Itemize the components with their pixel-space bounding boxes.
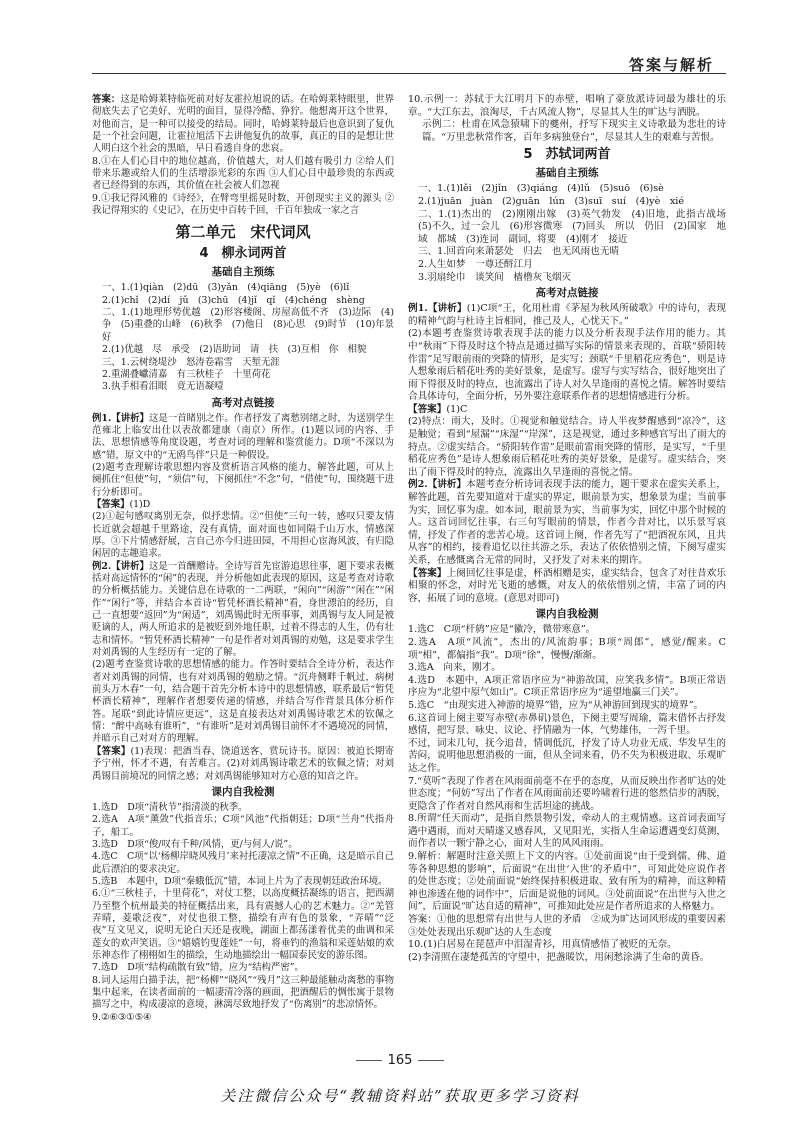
right.links-para	[408, 568, 726, 606]
prep-item: 2.(1)chǐ (2)dí jǔ (3)chū (4)jǐ qǐ (4)chéng shèng	[102, 294, 365, 306]
footer-note: 关注微信公众号“教辅资料站”获取更多学习资料	[220, 1087, 580, 1105]
check-item: 3.选D D项“俊/叹有千种/风情，更/与何人/说”。	[92, 838, 298, 850]
answer-text: 8.①在人们心目中的地位越高，价值越大，对人们越有吸引力 ②给人们带来乐趣或给人们的生活增添光彩的东西 ③人们心目中最珍贵的东西或者已经得到的东西，其价值在社会被人们忽视	[92, 155, 394, 192]
answer-text: (2)①起句感叹离别无奈，似抒悲情。②“但使”三句一转，感叹只要友情长近就会超越千里路途，没有真情，面对面也如同隔千山万水，情感深厚。③下片情感舒展，言自己亦今归进田园，不用担心宦海风波，有归隐闲居的志趣追求。	[92, 511, 394, 560]
answer-text: (1)C	[446, 403, 468, 415]
page-number-dash-left	[356, 1060, 382, 1061]
check-item: 8.词人运用白描手法，把“杨柳”“晓风”“残月”这三种最能触动离愁的事物集中起来，在读者面前的一幅凄清冷落的画面，把酒醒后的惆怅寓于景物描写之中，构成凄凉的意境，淋漓尽致地抒发了“伤离别”的悲凉情怀。	[92, 974, 394, 1011]
answer-text: (2)特点：雨大，及时。①视觉和触觉结合。诗人半夜梦醒感到“凉冷”，这是触觉；看到“屋漏”“床湿”“岸深”，这是视觉，通过多种感官写出了雨大的特点。②虚实结合。“骄阳转作雷”是眼前雷雨突降的情形，是实写，“千里稻花应秀色”是诗人想象雨后稻花吐秀的美好景象，是虚写。虚实结合，突出了雨下得及时的特点，流露出久旱逢雨的喜悦之情。	[408, 416, 726, 478]
left.links-para	[92, 511, 394, 560]
check-item: 10.(1)白居易在琵琶声中泪湿青衫，用真情感悟了被贬的无奈。	[408, 939, 677, 951]
check-item: (2)李清照在凄楚孤苦的守望中，把盏暖饮，用闲愁涂满了生命的黄昏。	[408, 951, 710, 963]
check-item: 3.选A 向来，刚才。	[408, 662, 501, 674]
right.links-para	[408, 303, 726, 328]
right-column	[408, 94, 736, 964]
lesson-title: 5 苏轼词两首	[523, 147, 611, 163]
answer-text: (2)题考查理解诗歌思想内容及赏析语言风格的能力，解答此题，可从上阕抓住“但使”句，“须信”句，下阕抓住“不念”句，“借使”句，围绕题干进行分析即可。	[92, 461, 394, 498]
right.links-para	[408, 404, 726, 417]
check-item: 1.选D D项“清秋节”指清淡的秋季。	[92, 801, 248, 813]
answer-text: (1)D	[129, 498, 151, 510]
answer-tag: 【答案】	[408, 567, 447, 579]
check-item: 4.选C C项“以‘杨柳岸晓风残月’来衬托凄凉之情”不正确，这是暗示自己此后漂泊的要求决定。	[92, 851, 394, 875]
answer-tag: 【答案】	[92, 498, 130, 510]
answer-text: (1)表现：把酒当春、饶道送客、赏玩诗书。原因：被迫长期寄予宁州，怀才不遇，有苦难言。(2)对刘禹锡诗歌艺术的钦佩之情；对刘禹锡目前境况的同情之感；对刘禹锡能够知对方心意的知音之许。	[92, 745, 394, 782]
answer-tag: 【答案】	[92, 745, 131, 757]
example-item: 10.示例一：苏轼于大江明月下的赤壁，唱响了豪放派诗词最为雄壮的乐章。“大江东去，浪淘尽，千古风流人物”，尽显其人生的旷达与洒脱。	[408, 94, 726, 118]
lesson-title: 4 柳永词两首	[199, 246, 287, 262]
answer-text: 这是哈姆莱特临死前对好友霍拉旭说的话。在哈姆莱特眼里，世界彻底失去了它美好、光明的面目，显得冷酷、狰狞。他想离开这个世界，对他而言，是一种可以接受的结局。同时，哈姆莱特最后也意识到了复仇是一个社会问题，让霍拉旭活下去讲他复仇的故事，真正的目的是想让世人明白这个社会的黑暗，早日看透自身的悲哀。	[92, 94, 394, 155]
answer-text: (2)题考查鉴赏诗歌的思想情感的能力。作答时要结合全诗分析，表达作者对刘禹锡的同情，也有对刘禹锡的勉励之情。“沉舟侧畔千帆过，病树前头万木春”一句，结合题干首先分析本诗中的思想情感，联系最后“暂凭杯酒长精神”，理解作者想要传递的情感，并结合写作背景具体分析作答。尾联“到此诗情应更远”，这是直接表达对刘禹锡诗歌艺术的钦佩之情：“醉中高咏有谁听”，“有谁听”是对刘禹锡目前怀才不遇境况的同情，并暗示自己对对方的理解。	[92, 659, 394, 745]
section-title: 课内自我检测	[535, 608, 599, 621]
answer-tag: 例2.【讲析】	[408, 479, 467, 491]
answer-text: 9.①我记得风雅的《诗经》，在臂弯里摇晃时数，开创现实主义的源头 ②我记得翔实的《史记》，在历史中百转千回，千百年独成一家之言	[92, 192, 394, 217]
answer-tag: 例2.【讲析】	[92, 560, 149, 572]
check-item: 1.选C C项“杆鸫”应是“徽冷，微带寒意”。	[408, 624, 596, 636]
check-item: 7.选D D项“结构疏散有致”错，应为“结构严密”。	[92, 962, 304, 974]
page-number-dash-right	[418, 1060, 444, 1061]
prep-item: 2.(1)juān juàn (2)guān lún (3)suī suí (4)yè xié	[418, 195, 685, 207]
check-item: 5.选B 本题中，D项“秦蛾低沉”错，本词上片为了表现朝廷政治环境。	[92, 875, 388, 887]
section-title: 课内自我检测	[211, 785, 275, 798]
prep-item: 一、1.(1)qiàn (2)dū (3)yǎn (4)qiāng (5)yè (6)lǐ	[102, 282, 350, 294]
prep-item: 3.执手相看泪眼 竟无语凝噎	[102, 381, 224, 393]
answer-tag: 例1.【讲析】	[408, 303, 467, 315]
answer-tag: 例1.【讲析】	[92, 412, 149, 424]
unit-title: 第二单元 宋代词风	[175, 223, 311, 242]
check-item: 4.选D 本题中，A项正常语序应为“神游故国，应笑我多情”。B项正常语序应为“北望中原气如山”。C项正常语序应为“遥望地赢三门关”。	[408, 674, 726, 699]
right.links-para	[408, 328, 726, 404]
check-item: 6.这首词上阕主要写赤壁(赤鼻矶)景色，下阕主要写周瑜，篇末借怀古抒发感情，把写景、咏史、议论、抒情融为一体，气势雄伟，一泻千里。	[408, 712, 726, 737]
section-title: 基础自主预练	[535, 167, 599, 180]
right.links-para	[408, 416, 726, 479]
answer-text: 这是一首酬赠诗。全诗写首先宦游追思往事，题下要求表概括对高远情怀的“闲”的表现，并分析他如此表现的原因，这是考查对诗歌的分析概括能力。关键信息在诗歌的一二两联，“闲向”“闲游”“闲在”“闲作”“闲行”等，并结合本首诗“暂凭杯酒长精神”看，身世漂泊的经历，自己一直想要“返回”为“闲适”，刘禹锡此时无所事事，刘禹锡与友人同是被贬谪的人，两人所追求的是被贬到外地任职，过着不得志的人生，仍有壮志和情怀。“暂凭杯酒长精神”一句是作者对刘禹锡的劝勉，这是要求学生对刘禹锡的人生经历有一定的了解。	[92, 560, 394, 659]
prep-item: 二、1.(1)地理形势优越 (2)形容楼阁、房屋高低不齐 (3)边际 (4)争 (5)重叠的山峰 (6)秋季 (7)他日 (8)心思 (9)时节 (10)年景好	[102, 307, 394, 343]
left.links-para	[92, 499, 394, 511]
answer-tag: 答案：	[92, 94, 121, 105]
right.links-para	[408, 479, 726, 567]
answer-text: 本题考查分析诗词表现手法的能力，题干要求在虚实关系上，解答此题，首先要知道对于虚实的界定，眼前景为实，想象景为虚；当前事为实，回忆事为虚。如本词，眼前景为实，当前事为实，回忆中那个时候的人。这首词回忆往事，右三句写眼前的情景，作者今昔对比，以乐景写哀情，抒发了作者的悲苦心境。这首词上阕，作者先写了“把酒祝东风，且共从容”的相约，接着追忆以往共游之乐，表达了依依惜别之情，下阕写虚实关系，在感慨离合无常的同时，又抒发了对未来的期许。	[408, 479, 727, 566]
check-item: 9.②⑥③①⑤④	[92, 1011, 152, 1023]
check-item: 2.选A A项“薰敛”代指音乐；C项“风池”代指朝廷；D项“兰舟”代指舟子，船工。	[92, 814, 394, 838]
page-number	[0, 1053, 800, 1068]
left.links-para	[92, 659, 394, 745]
example-item: 示例二：杜甫在风急猿啸下的夔州，抒写下现实主义诗歌最为悲壮的诗篇。“万里悲秋常作客，百年多病独登台”，尽显其人生的艰难与苦恨。	[422, 119, 726, 143]
check-item: 7.“莫听”表现了作者在风雨面前毫不在乎的态度，从而反映出作者旷达的处世态度；“何妨”写出了作者在风雨面前还要吟啸着行进的悠然信步的洒脱，更隐含了作者对自然风雨和生活坦途的挑战。	[408, 775, 726, 812]
check-item: 9.解析：解题时注意关照上下文的内容。①处前面说“由于受到儒、佛、道等各种思想的影响”，后面说“在出世‘入世’的矛盾中”，可知此处应说作者的处世态度；②处前面说“始终保持积极进取、致有所为的精神，而这种精神也渗透在他的词作中”，后面是说他的词风。③处前面说“在出世与入世之间”，后面说“旷达自适的精神”，可推知此处应是作者所追求的人格魅力。	[408, 851, 726, 913]
check-item: 2.选A A项“风流”，杰出的/风流韵事；B项“周郎”，感觉/醒来。C项“相”，都偏指“我”。D项“徐”，慢慢/渐渐。	[408, 636, 726, 661]
left.links-para	[92, 462, 394, 499]
section-title: 基础自主预练	[211, 266, 275, 279]
prep-item: 三、1.云树绕堤沙 怒涛卷霜雪 天堑无涯	[102, 356, 280, 368]
check-item: 不过，词末几句，抚今追昔，情调低沉，抒发了诗人功业无成、华发早生的苦闷，说明他思想消极的一面，但从全词来看，仍不失为积极进取、乐观旷达之作。	[408, 737, 726, 774]
check-item: 5.选C “由现实进入神游的境界”错，应为“从神游回到现实的境界”。	[408, 699, 704, 711]
left.links-para	[92, 413, 394, 462]
left.links-para	[92, 561, 394, 660]
answer-text: 这是一首睹别之作。作者抒发了离愁别绪之时，为送别学生范雍北上临安出仕以表故都建康（南京）所作。(1)题以词的内容、手法、思想情感等角度设题，考查对词的理解和鉴赏能力。D项“不深以为感”错，原文中的“无鸥鸟伴”只是一种假设。	[92, 412, 394, 461]
left.links-para	[92, 746, 394, 783]
prep-item: 二、1.(1)杰出的 (2)刚刚出嫁 (3)英气勃发 (4)旧地，此指古战场 (5)不久，过一会儿 (6)形容微寒 (7)回头 所以 仍旧 (2)国家 地域 都城 (3)连词 副词，将要 (4)刚才 接近	[418, 208, 736, 245]
left.intro-para	[92, 94, 394, 156]
header-title: 答案与解析	[628, 56, 714, 74]
answer-tag: 【答案】	[408, 403, 447, 415]
section-title: 高考对点链接	[535, 287, 599, 300]
answer-text: (1)C项“王，化用杜甫《茅屋为秋风所破歌》中的诗句，表现的精神气韵与杜诗主旨相同，推己及人，心忧天下。”	[408, 303, 726, 327]
check-item: 答案：①他的思想常有出世与人世的矛盾 ②成为旷达词风形成的重要因素 ③处处表现出乐观旷达的人生态度	[408, 914, 736, 938]
prep-item: 2.重湖叠巘清嘉 有三秋桂子 十里荷花	[102, 368, 271, 380]
prep-item: 2.(1)优越 尽 承受 (2)语助词 请 扶 (3)互相 你 相貌	[102, 344, 367, 356]
page-number-text: 165	[387, 1053, 413, 1068]
header-rule	[92, 73, 726, 74]
prep-item: 一、1.(1)lěi (2)jǐn (3)qiáng (4)lǔ (5)suō (6)sè	[418, 183, 664, 195]
check-item: 8.所谓“任天而动”，是指自然景物引发，牵动人的主观情感。这首词表面写遇中遇雨，而对天晴遂又感春风，又见阳光，实指人生命运遭遇变幻莫测，而作者以一颗宁静之心，面对人生的风风雨雨。	[408, 813, 726, 850]
answer-text: (2)本题考查鉴赏诗歌表现手法的能力以及分析表现手法作用的能力。其中“秋雨”下得及时这个特点是通过描写实际的情景来表现的，首联“骄阳转作雷”足写眼前雨的突降的情形，是实写；颈联“千里稻花应秀色”，则是诗人想象雨后稻花吐秀的美好景象，是虚写。虚写与实写结合，很好地突出了雨下得很及时的特点，也流露出了诗人对久旱逢雨的喜悦之情。解答时要结合具体诗句，全面分析，另外要注意联系作者的思想情感进行分析。	[408, 328, 726, 403]
left.intro-para	[92, 193, 394, 218]
prep-item: 3.羽扇纶巾 谈笑间 樯橹灰飞烟灭	[418, 271, 572, 283]
prep-item: 2.人生如梦 一尊还酹江月	[418, 258, 533, 270]
check-item: 6.①“三秋桂子，十里荷花”，对仗工整，以高度概括凝练的语言，把西湖乃至整个杭州最美的特征概括出来，具有震撼人心的艺术魅力。②“羌管弄晴，菱歌泛夜”，对仗也很工整，描绘有声有色的景象，“弄晴”“泛夜”互文见义，说明无论白天还是夜晚，湖面上都荡漾着优美的曲调和采莲女的欢声笑语。③“嬉嬉钓叟莲娃”一句，将垂钓的渔翁和采莲姑娘的欢乐神态作了栩栩如生的描绘，生动地描绘出一幅国泰民安的游乐图。	[92, 888, 394, 961]
section-title: 高考对点链接	[211, 396, 275, 409]
answer-text: 上阕回忆往事是虚，杯酒相赠是实，虚实结合，包含了对往昔欢乐相聚的怀念，对时光飞逝的感慨，对友人的依依惜别之情，丰富了词的内容，拓展了词的意境。(意思对即可)	[408, 567, 727, 604]
left-column	[92, 94, 394, 1024]
prep-item: 三、1.回首向来萧瑟处 归去 也无风雨也无晴	[418, 246, 620, 258]
left.intro-para	[92, 156, 394, 193]
